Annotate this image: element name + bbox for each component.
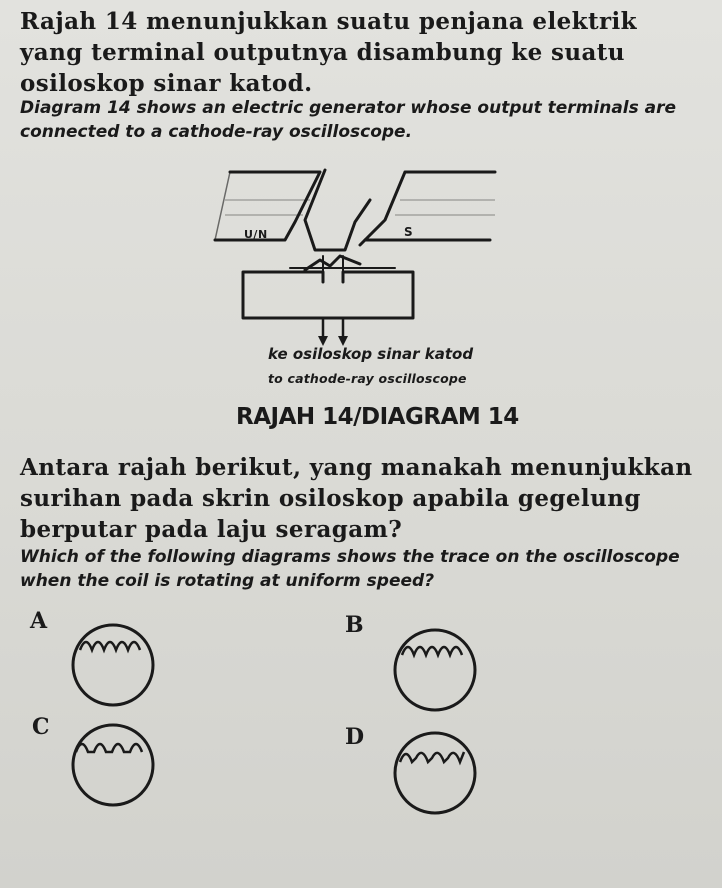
option-d-letter[interactable]: D bbox=[345, 724, 365, 750]
option-b-oscilloscope-trace[interactable] bbox=[390, 625, 480, 715]
pole-label-north: U/N bbox=[244, 228, 268, 241]
pole-label-south: S bbox=[404, 225, 413, 239]
option-a-letter[interactable]: A bbox=[30, 608, 48, 634]
external-circuit bbox=[243, 272, 413, 318]
option-d-oscilloscope-trace[interactable] bbox=[390, 728, 480, 818]
option-b-letter[interactable]: B bbox=[345, 612, 364, 638]
intro-text-english: Diagram 14 shows an electric generator whose output terminals are connected to a cathode-ray oscilloscope. bbox=[20, 98, 677, 142]
diagram-title: RAJAH 14/DIAGRAM 14 bbox=[236, 404, 519, 430]
option-c-oscilloscope-trace[interactable] bbox=[68, 720, 158, 810]
option-c-letter[interactable]: C bbox=[32, 714, 50, 740]
question-text-malay: Antara rajah berikut, yang manakah menunjukkan surihan pada skrin osiloskop apabila gegelung berputar pada laju seragam? bbox=[20, 454, 693, 543]
to-oscilloscope-label-malay: ke osiloskop sinar katod bbox=[268, 345, 474, 363]
magnet-pole-south bbox=[365, 172, 495, 240]
generator-diagram bbox=[195, 160, 505, 350]
option-a-oscilloscope-trace[interactable] bbox=[68, 620, 158, 710]
to-oscilloscope-label-english: to cathode-ray oscilloscope bbox=[268, 371, 467, 386]
question-text-english: Which of the following diagrams shows the trace on the oscilloscope when the coil is rotating at uniform speed? bbox=[20, 547, 680, 591]
intro-text-malay: Rajah 14 menunjukkan suatu penjana elektrik yang terminal outputnya disambung ke suatu osiloskop sinar katod. bbox=[20, 8, 637, 97]
